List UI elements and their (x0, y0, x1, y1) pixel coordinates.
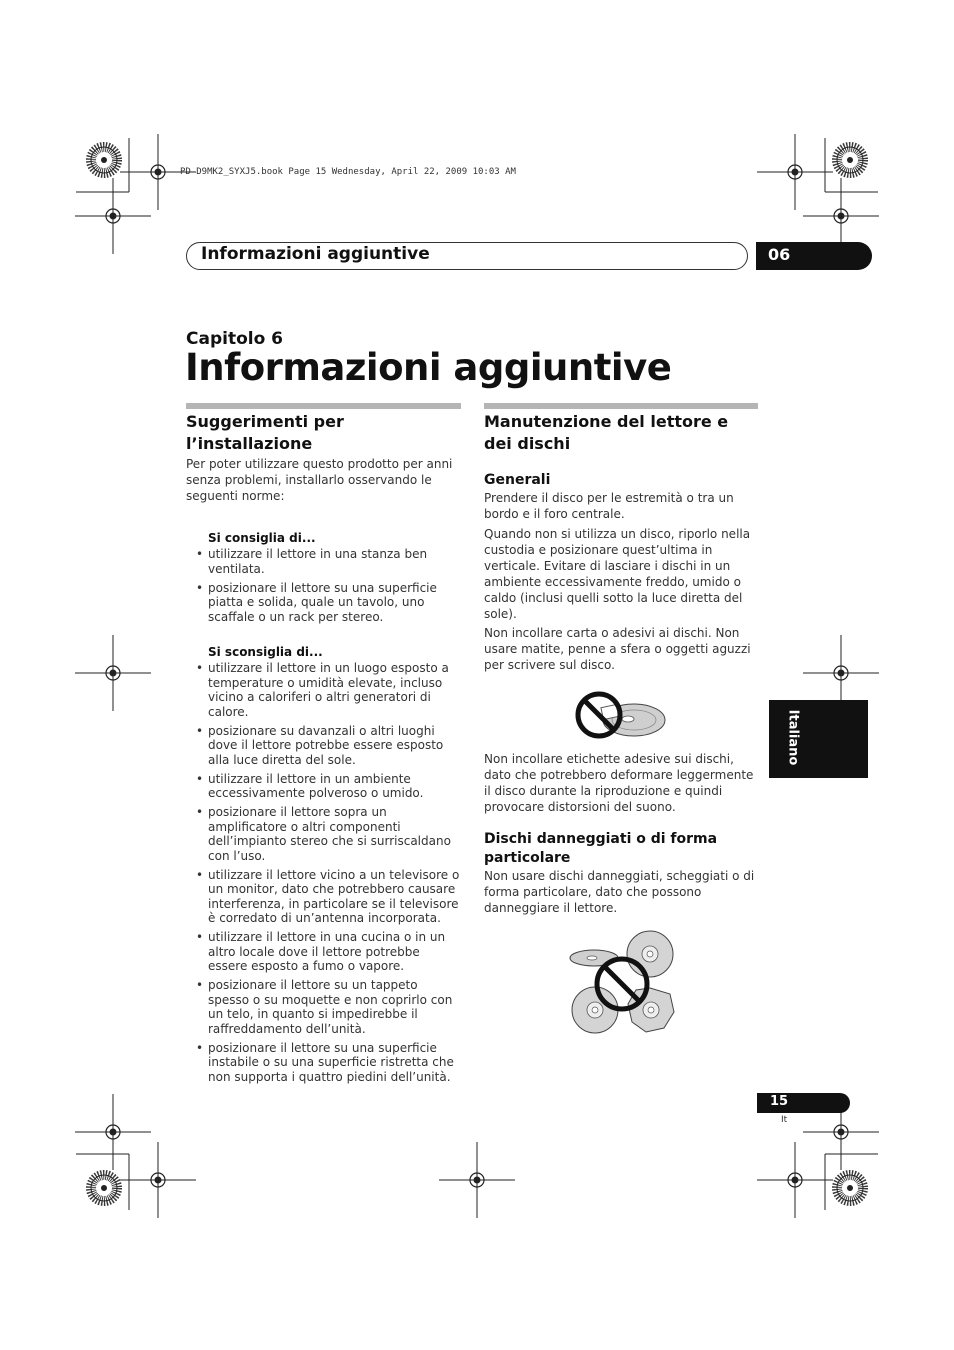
page-number: 15 (770, 1094, 789, 1109)
section-bar-right (484, 403, 758, 409)
right-column-lower (484, 751, 760, 916)
section-heading-maintenance: Manutenzione del lettore e dei dischi (484, 412, 729, 453)
section-bar-left (186, 403, 461, 409)
list-item: • utilizzare il lettore vicino a un televisore o un monitor, dato che potrebbero causare interferenza, in particolare se il televisore è corredato di un’antenna incorporata. (186, 868, 462, 926)
list-item: • utilizzare il lettore in un ambiente eccessivamente polveroso o umido. (186, 772, 462, 801)
damaged-discs-illustration (564, 928, 680, 1038)
list-item: • posizionare il lettore sopra un amplificatore o altri componenti dell’impianto stereo che si surriscaldano con l’uso. (186, 805, 462, 863)
damaged-heading: Dischi danneggiati o di forma particolare (484, 831, 718, 866)
dont-heading: Si sconsiglia di... (208, 645, 323, 659)
general-paragraph-4: Non incollare etichette adesive sui dischi, dato che potrebbero deformare leggermente il disco durante la riproduzione e quindi provocare distorsioni del suono. (484, 752, 754, 814)
do-list (186, 547, 462, 624)
file-header: PD-D9MK2_SYXJ5.book Page 15 Wednesday, April 22, 2009 10:03 AM (180, 167, 516, 177)
language-side-tab (769, 700, 868, 778)
do-heading: Si consiglia di... (208, 531, 316, 545)
damaged-paragraph: Non usare dischi danneggiati, scheggiati o di forma particolare, dato che possono danneggiare il lettore. (484, 869, 755, 915)
installation-intro: Per poter utilizzare questo prodotto per anni senza problemi, installarlo osservando le seguenti norme: (186, 457, 453, 503)
general-paragraph-3: Non incollare carta o adesivi ai dischi. Non usare matite, penne a sfera o oggetti aguzzi per scrivere sul disco. (484, 626, 751, 672)
general-paragraph-1: Prendere il disco per le estremità o tra un bordo e il foro centrale. (484, 491, 734, 521)
dont-list (186, 661, 462, 1084)
list-item: • utilizzare il lettore in un luogo esposto a temperature o umidità elevate, incluso vicino a caloriferi o altri generatori di calore. (186, 661, 462, 719)
page-language: It (781, 1115, 788, 1125)
general-paragraph-2: Quando non si utilizza un disco, riporlo nella custodia e posizionare quest’ultima in verticale. Evitare di lasciare i dischi in un ambiente eccessivamente freddo, umido o caldo (inclusi quelli sotto la luce diretta del sole). (484, 527, 751, 621)
left-column (186, 411, 462, 1089)
chapter-number: 06 (768, 245, 791, 264)
list-item: • posizionare il lettore su una superficie piatta e solida, quale un tavolo, uno scaffale o un rack per stereo. (186, 581, 462, 625)
list-item: • posizionare su davanzali o altri luoghi dove il lettore potrebbe essere esposto alla luce diretta del sole. (186, 724, 462, 768)
section-heading-installation: Suggerimenti per l’installazione (186, 412, 344, 453)
no-sticker-disc-illustration (572, 686, 668, 746)
list-item: • utilizzare il lettore in una cucina o in un altro locale dove il lettore potrebbe essere esposto a fumo o vapore. (186, 930, 462, 974)
language-side-label: Italiano (785, 709, 801, 766)
chapter-title: Informazioni aggiuntive (185, 346, 672, 389)
right-column (484, 411, 760, 673)
general-heading: Generali (484, 472, 551, 488)
list-item: • posizionare il lettore su un tappeto spesso o su moquette e non coprirlo con un telo, in quanto si impedirebbe il raffreddamento dell’unità. (186, 978, 462, 1036)
list-item: • posizionare il lettore su una superficie instabile o su una superficie ristretta che non supporta i quattro piedini dell’unità. (186, 1041, 462, 1085)
header-title: Informazioni aggiuntive (201, 244, 430, 264)
list-item: • utilizzare il lettore in una stanza ben ventilata. (186, 547, 462, 576)
chapter-label: Capitolo 6 (186, 329, 284, 349)
